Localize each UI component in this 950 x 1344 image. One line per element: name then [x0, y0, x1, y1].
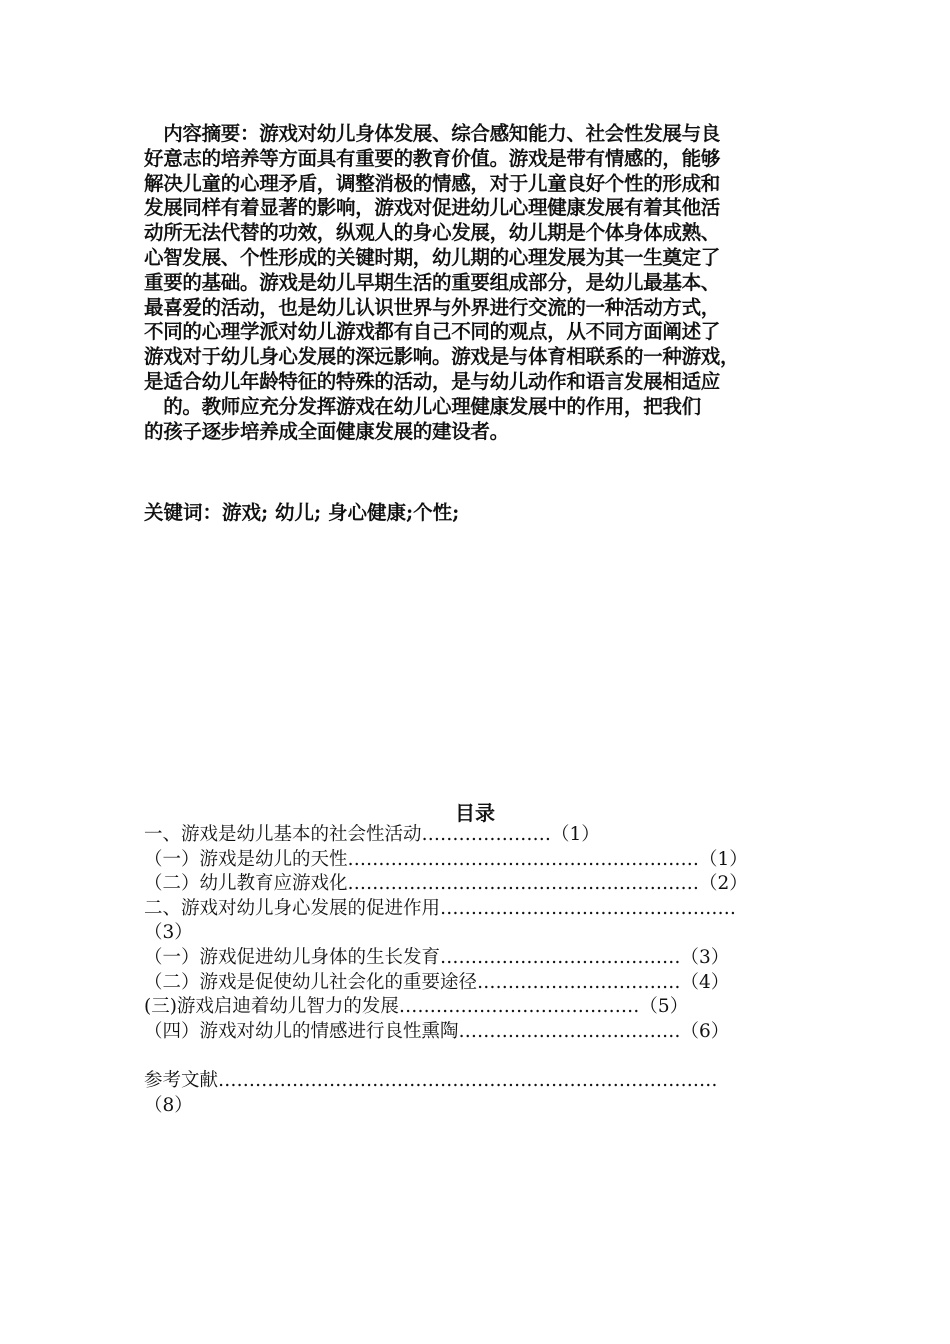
- abstract-line: 内容摘要：游戏对幼儿身体发展、综合感知能力、社会性发展与良: [144, 122, 721, 145]
- abstract-line: 是适合幼儿年龄特征的特殊的活动，是与幼儿动作和语言发展相适应: [144, 369, 721, 393]
- toc-entry: （一）游戏是幼儿的天性…………………………………………………（1）: [144, 848, 748, 870]
- abstract-line: 不同的心理学派对幼儿游戏都有自己不同的观点，从不同方面阐述了: [144, 320, 721, 344]
- toc-entry: （四）游戏对幼儿的情感进行良性熏陶………………………………（6）: [144, 1020, 730, 1042]
- abstract-line: 心智发展、个性形成的关键时期，幼儿期的心理发展为其一生奠定了: [144, 245, 721, 269]
- toc-entry: （二）游戏是促使幼儿社会化的重要途径……………………………（4）: [144, 971, 730, 993]
- toc-entry: （二）幼儿教育应游戏化…………………………………………………（2）: [144, 873, 748, 895]
- abstract-line: 解决儿童的心理矛盾，调整消极的情感，对于儿童良好个性的形成和: [144, 171, 721, 195]
- abstract-line: 重要的基础。游戏是幼儿早期生活的重要组成部分，是幼儿最基本、: [144, 270, 721, 294]
- toc-entry: （3）: [144, 922, 193, 944]
- toc-entry: 二、游戏对幼儿身心发展的促进作用…………………………………………: [144, 897, 737, 919]
- table-of-contents: [144, 823, 812, 1118]
- abstract-paragraph: [144, 122, 812, 444]
- abstract-line: 最喜爱的活动，也是幼儿认识世界与外界进行交流的一种活动方式，: [144, 295, 721, 319]
- abstract-line: 动所无法代替的功效，纵观人的身心发展，幼儿期是个体身体成熟、: [144, 221, 721, 245]
- abstract-line: 好意志的培养等方面具有重要的教育价值。游戏是带有情感的，能够: [144, 146, 721, 170]
- abstract-line: 的。教师应充分发挥游戏在幼儿心理健康发展中的作用，把我们: [144, 394, 701, 418]
- abstract-line: 的孩子逐步培养成全面健康发展的建设者。: [144, 419, 509, 443]
- abstract-line: 发展同样有着显著的影响，游戏对促进幼儿心理健康发展有着其他活: [144, 196, 721, 220]
- toc-entry: (三)游戏启迪着幼儿智力的发展…………………………………（5）: [144, 996, 689, 1018]
- toc-entry: （8）: [144, 1094, 193, 1116]
- toc-spacer: [144, 1044, 812, 1069]
- toc-entry: （一）游戏促进幼儿身体的生长发育…………………………………（3）: [144, 946, 730, 968]
- toc-entry: 参考文献………………………………………………………………………: [144, 1069, 718, 1091]
- toc-title: 目录: [455, 801, 495, 825]
- keywords-line: 关键词：游戏; 幼儿; 身心健康;个性;: [144, 501, 460, 524]
- toc-entry: 一、游戏是幼儿基本的社会性活动…………………（1）: [144, 824, 600, 845]
- abstract-line: 游戏对于幼儿身心发展的深远影响。游戏是与体育相联系的一种游戏，: [144, 345, 740, 369]
